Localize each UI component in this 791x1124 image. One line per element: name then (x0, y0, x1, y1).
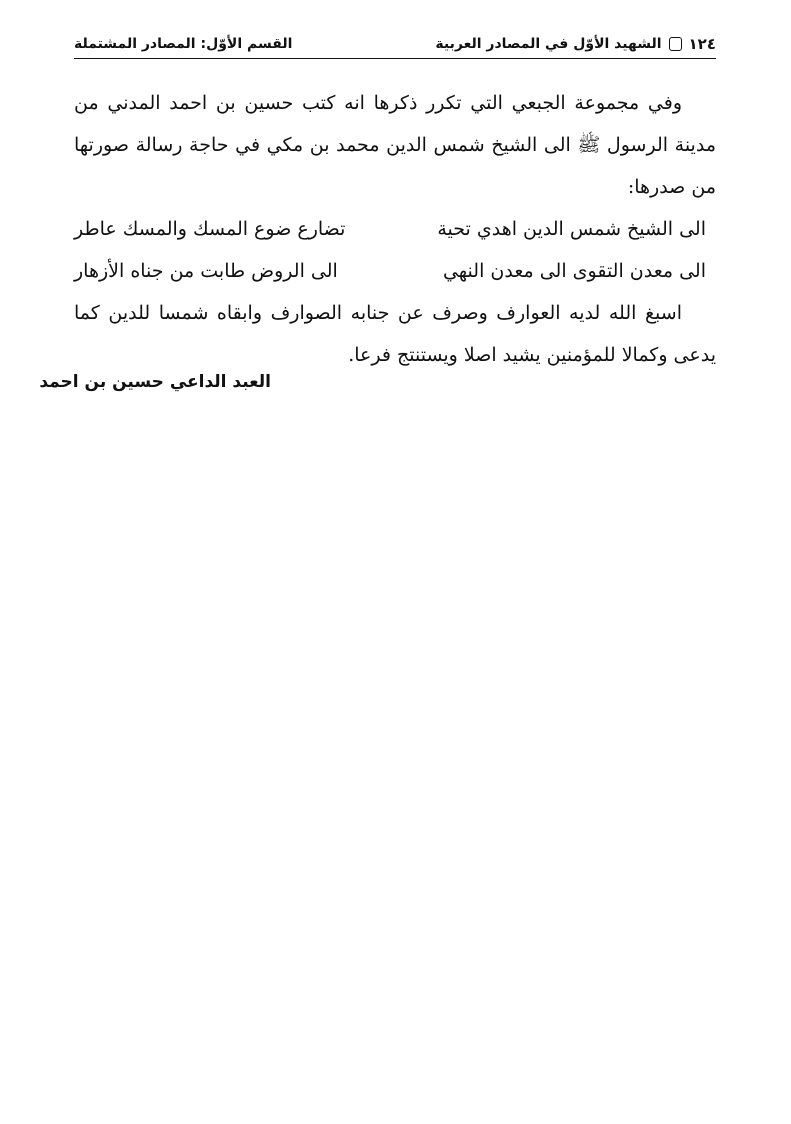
header-right-group (435, 35, 716, 53)
verse-line-2 (74, 250, 716, 292)
verse-1-first-hemistich: الى الشيخ شمس الدين اهدي تحية (437, 218, 706, 240)
verse-1-second-hemistich: تضارع ضوع المسك والمسك عاطر (74, 218, 346, 240)
paragraph-intro: وفي مجموعة الجبعي التي تكرر ذكرها انه كتب حسين بن احمد المدني من مدينة الرسول ﷺ الى الشيخ شمس الدين محمد بن مكي في حاجة رسالة صورتها من صدرها: (74, 92, 716, 198)
section-title: القسم الأوّل: المصادر المشتملة (74, 36, 293, 52)
book-title: الشهيد الأوّل في المصادر العربية (435, 36, 662, 52)
paragraph-blessing: اسبغ الله لديه العوارف وصرف عن جنابه الصوارف وابقاه شمسا للدين كما يدعى وكمالا للمؤمنين يشيد اصلا ويستنتج فرعا. (74, 302, 716, 366)
verse-line-1 (74, 208, 716, 250)
verse-2-first-hemistich: الى معدن التقوى الى معدن النهي (442, 260, 706, 282)
square-box-icon (669, 37, 682, 51)
page-number: ١٢٤ (688, 35, 716, 53)
body-text (74, 82, 716, 376)
verse-2-second-hemistich: الى الروض طابت من جناه الأزهار (74, 260, 338, 282)
running-header (74, 30, 716, 59)
signature: العبد الداعي حسين بن احمد (39, 372, 271, 392)
